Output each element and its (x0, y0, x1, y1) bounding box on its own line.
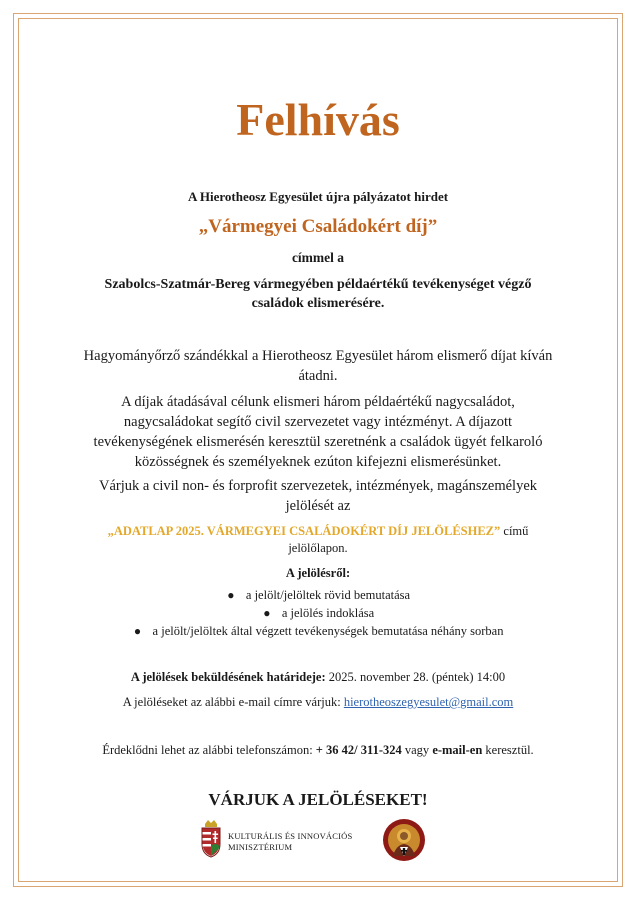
coat-of-arms-icon (200, 818, 222, 858)
list-item: ● a jelölés indoklása (263, 606, 375, 620)
para2-line4: közösségnek és személyeknek ezúton kifejezni elismerésünket. (134, 454, 502, 470)
intro-text: A Hierotheosz Egyesület újra pályázatot hirdet (187, 189, 449, 204)
region-line-1: Szabolcs-Szatmár-Bereg vármegyében példaértékű tevékenységet végző (104, 277, 532, 292)
nomination-heading: A jelölésről: (285, 566, 351, 580)
para2-line1: A díjak átadásával célunk elismeri három példaértékű nagycsaládot, (121, 394, 515, 410)
para2-line2: nagycsaládokat segítő civil szervezetet vagy intézményt. A díjazott (123, 414, 513, 430)
form-suffix: című (500, 524, 529, 538)
deadline-value: 2025. november 28. (péntek) 14:00 (325, 670, 506, 684)
logo-row (0, 818, 636, 880)
para3-line1: Várjuk a civil non- és forprofit szervezetek, intézmények, magánszemélyek (98, 478, 538, 494)
email-link[interactable]: hierotheoszegyesulet@gmail.com (343, 695, 514, 709)
form-name: „ADATLAP 2025. VÁRMEGYEI CSALÁDOKÉRT DÍJ JELÖLÉSHEZ” (107, 524, 501, 538)
association-seal-icon (382, 818, 426, 862)
subtitle: címmel a (291, 250, 345, 265)
phone-number: + 36 42/ 311-324 (315, 743, 402, 757)
para1-line1: Hagyományőrző szándékkal a Hierotheosz Egyesület három elismerő díjat kíván (83, 348, 553, 364)
award-name: „Vármegyei Családokért díj” (198, 216, 438, 237)
para1-line2: átadni. (298, 368, 338, 384)
email-text: A jelöléseket az alábbi e-mail címre várjuk: (122, 695, 344, 709)
nomination-list (0, 586, 636, 640)
email-line (0, 693, 636, 711)
bullet-icon: ● (227, 588, 235, 602)
closing-text: VÁRJUK A JELÖLÉSEKET! (208, 790, 428, 809)
page-title: Felhívás (236, 94, 400, 145)
para3-line2: jelölését az (285, 498, 351, 514)
deadline (0, 668, 636, 686)
contact-line: Érdeklődni lehet az alábbi telefonszámon: + 36 42/ 311-324 vagy e-mail-en keresztül. (102, 743, 534, 757)
form-line2: jelölőlapon. (288, 541, 348, 555)
deadline-label: A jelölések beküldésének határideje: (130, 670, 326, 684)
ministry-name: KULTURÁLIS ÉS INNOVÁCIÓS MINISZTÉRIUM (228, 831, 353, 852)
region-line-2: családok elismerésére. (251, 296, 385, 311)
para2-line3: tevékenységének elismerésén keresztül szeretnénk a családok ügyét felkaroló (93, 434, 543, 450)
bullet-icon: ● (133, 624, 142, 638)
list-item: ● a jelölt/jelöltek által végzett tevékenységek bemutatása néhány sorban (133, 624, 504, 638)
list-item: ● a jelölt/jelöltek rövid bemutatása (227, 588, 411, 602)
contact-email-word: e-mail-en (432, 743, 483, 757)
bullet-icon: ● (263, 606, 271, 620)
form-reference (0, 522, 636, 540)
